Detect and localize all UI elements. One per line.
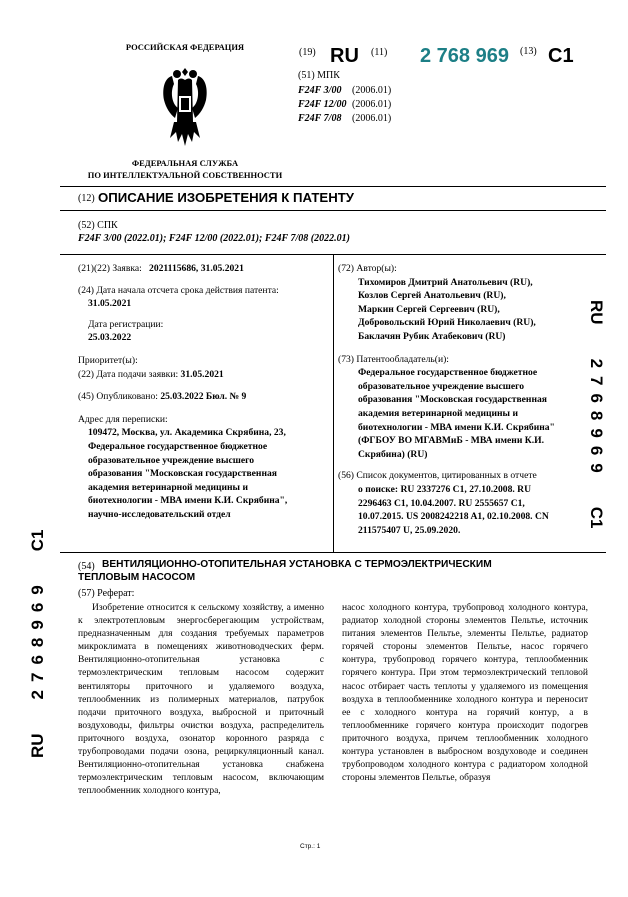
code-54: (54) (78, 561, 95, 572)
divider (60, 552, 606, 553)
code-13: (13) (520, 46, 537, 57)
column-divider (333, 254, 334, 552)
invention-title-line1: ВЕНТИЛЯЦИОННО-ОТОПИТЕЛЬНАЯ УСТАНОВКА С ТЕРМОЭЛЕКТРИЧЕСКИМ (102, 559, 492, 570)
code-12: (12) (78, 193, 95, 204)
agency-name-line1: ФЕДЕРАЛЬНАЯ СЛУЖБА (131, 158, 239, 168)
abstract-label: (57) Реферат: (78, 588, 135, 599)
coat-of-arms-emblem (160, 62, 210, 154)
abstract-column-2: насос холодного контура, трубопровод холодного контура, радиатор холодной стороны элементов Пельтье, источник питания элементов Пельтье, элементы Пельтье, радиатор горячей стороны элементов Пельтье, насос горячего контура, трубопровод горячего контура, теплообменник горячего контура. При этом термоэлектрический тепловой насос отбирает часть теплоты у удаляемого из помещения воздуха в теплообменнике холодного контура и переносит ее с холодного контура на горячий контур, а в теплообменнике горячего контура происходит подогрев приточного воздуха, причем теплообменник холодного контура установлен в выбросном воздуховоде и соединен трубопроводом холодного контура с радиатором холодной стороны элементов Пельтье, образуя (342, 603, 588, 784)
bibliographic-left: (21)(22) Заявка: 2021115686, 31.05.2021 (24) Дата начала отсчета срока действия патента: 31.05.2021 Дата регистрации: 25.03.2022 Приоритет(ы): (22) Дата подачи заявки: 31.05.2021 (45) Опубликовано: 25.03.2022 Бюл. № 9 Адрес для переписки: 109472, Москва, ул. Академика Скрябина, 23, Федеральное государственное бюджетное образовательное учреждение высшего образования "Московская государственная академия ветеринарной медицины и биотехнологии - МВА имени К.И. Скрябина", научно-исследовательский отдел (78, 263, 288, 520)
page-number: Стр.: 1 (300, 843, 321, 850)
agency-name-line2: ПО ИНТЕЛЛЕКТУАЛЬНОЙ СОБСТВЕННОСТИ (87, 170, 283, 180)
code-19: (19) (299, 47, 316, 58)
side-number-left: RU2768969C1 (28, 529, 47, 758)
mpk-item: F24F 3/00 (2006.01) (298, 85, 392, 96)
patent-number: 2 768 969 (420, 45, 509, 67)
divider (60, 210, 606, 211)
document-title: ОПИСАНИЕ ИЗОБРЕТЕНИЯ К ПАТЕНТУ (98, 190, 354, 205)
spk-label: (52) СПК (78, 220, 118, 231)
country-name: РОССИЙСКАЯ ФЕДЕРАЦИЯ (125, 42, 245, 52)
mpk-item: F24F 7/08 (2006.01) (298, 113, 392, 124)
code-11: (11) (371, 47, 388, 58)
side-number-right: RU2768969C1 (587, 300, 606, 529)
kind-code: C1 (548, 45, 574, 67)
mpk-item: F24F 12/00 (2006.01) (298, 99, 392, 110)
invention-title-line2: ТЕПЛОВЫМ НАСОСОМ (78, 572, 196, 583)
spk-value: F24F 3/00 (2022.01); F24F 12/00 (2022.01); F24F 7/08 (2022.01) (78, 233, 350, 244)
divider (60, 186, 606, 187)
country-code: RU (330, 45, 359, 67)
abstract-column-1: Изобретение относится к сельскому хозяйству, а именно к электротепловым энергосберегающим устройствам, предназначенным для создания требуемых параметров микроклимата в помещениях животноводческих ферм. Вентиляционно-отопительная установка с термоэлектрическим тепловым насосом содержит вентиляторы приточного и удаляемого воздуха, теплообменник из полимерных материалов, патрубок подачи приточного воздуха, выбросной и приточный воздуховоды, фильтры очистки воздуха, распределитель приточного воздуха, озонатор коронного разряда с трубопроводами подачи озона, рециркуляционный канал. Вентиляционно-отопительная установка снабжена термоэлектрическим тепловым насосом, включающим теплообменник холодного контура, (78, 603, 324, 797)
bibliographic-right: (72) Автор(ы): Тихомиров Дмитрий Анатольевич (RU), Козлов Сергей Анатольевич (RU), Маркин Сергей Сергеевич (RU), Добровольский Юрий Николаевич (RU), Баклачян Рубик Атабекович (RU) (73) Патентообладатель(и): Федеральное государственное бюджетное образовательное учреждение высшего образования "Московская государственная академия ветеринарной медицины и биотехнологии - МВА имени К.И. Скрябина" (ФГБОУ ВО МГАВМиБ - МВА имени К.И. Скрябина) (RU) (56) Список документов, цитированных в отчете о поиске: RU 2337276 C1, 27.10.2008. RU 2296463 C1, 10.04.2007. RU 2555657 C1, 10.07.2015. US 2008242218 A1, 02.10.2008. CN 211575407 U, 25.09.2020. (338, 263, 555, 536)
mpk-label: (51) МПК (298, 70, 340, 81)
